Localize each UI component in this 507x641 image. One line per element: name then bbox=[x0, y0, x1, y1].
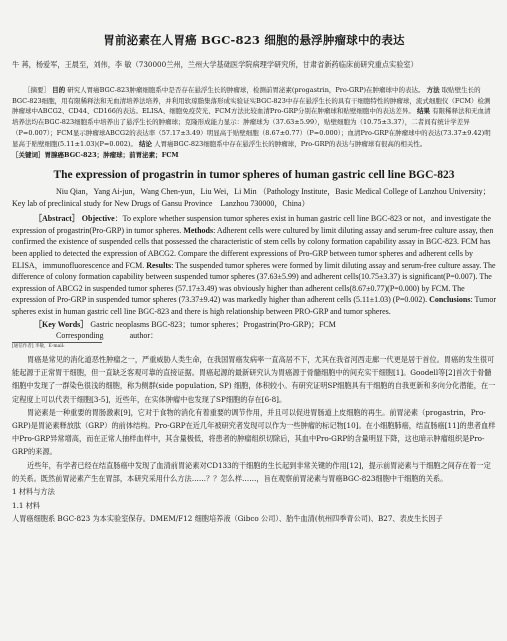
body-paragraph-1: 胃癌是常见的消化道恶性肿瘤之一，严重威胁人类生命，在我国胃癌发病率一直高居不下，尤其在我省河西走廊一代更是居于首位。胃癌的发生很可能起源于正常胃干细胞，但一直缺乏客观可靠的直接证据。胃癌起源的最新研究认为胃癌源于骨髓细胞中的间充实干细胞[1]。Goodell等[2]首次于骨髓细胞中发现了一群染色很浅的细胞，称为侧群(side population, SP) 细胞，体积较小。有研究证明SP细胞具有干细胞的自我更新和多向分化潜能，在一定程度上可以代表干细胞[3-5]，近些年，在实体肿瘤中也发现了SP细胞的存在[6-8]。 bbox=[12, 355, 496, 404]
objective-text: 研究人胃癌BGC-823肿瘤细胞系中是否存在悬浮生长的肿瘤球，检测前胃泌素(progastrin，Pro-GRP)在肿瘤球中的表达。 bbox=[67, 86, 425, 94]
keywords-en-label: ［Key Words］ bbox=[34, 319, 89, 329]
footnote: [通信作者] 李敏，E-mail: bbox=[12, 344, 65, 350]
objective-en-label: Objective bbox=[81, 214, 115, 224]
conclusion-en-text: : Tumor spheres exist in human gastric cell line BGC-823 and there is high relationship between PRO-GRP and tumor spheres. bbox=[12, 295, 497, 316]
abstract-en-label: ［Abstract］ bbox=[34, 214, 80, 224]
body-paragraph-2: 胃泌素是一种重要的胃肠激素[9]，它对于食物的消化有着重要的调节作用，并且可以促进胃肠道上皮细胞的再生。前胃泌素（progastrin，Pro-GRP)是胃泌素释放肽（GRP）的前体结构。Pro-GRP在近几年被研究者发现可以作为一些肿瘤的标记物[10]。在小细胞肺癌，结直肠癌[11]的患者血样中Pro-GRP异常增高，而在正常人抽样血样中，其含量极低，将患者的肿瘤组织切除后，其血中Pro-GRP的含量明显下降，这也暗示肿瘤组织是Pro-GRP的来源。 bbox=[12, 407, 496, 457]
title-chinese: 胃前泌素在人胃癌 BGC-823 细胞的悬浮肿瘤球中的表达 bbox=[103, 33, 405, 47]
conclusion-text: 人胃癌BGC-823细胞系中存在悬浮生长的肿瘤球，Pro-GRP的表达与肿瘤球有很高的相关性。 bbox=[154, 139, 427, 148]
abstract-label: ［摘要］ bbox=[24, 86, 50, 94]
footnote-rule bbox=[12, 342, 102, 343]
objective-en-text: ：To explore whether suspension tumor spheres exist in human gastric cell line BGC-823 or not，and investigate the expression of progastrin(Pro-GRP) in tumor spheres. bbox=[12, 214, 491, 235]
keywords-text: 胃腺癌BGC-823；肿瘤球；前胃泌素；FCM bbox=[44, 151, 179, 160]
results-label: 结果 bbox=[416, 107, 430, 116]
methods-text: 取贴壁生长的BGC-823细胞，用有限稀释法和无血清培养法培养，并利用软琼脂集落形成实验证实BGC-823中存在悬浮生长的具有干细胞特性的肿瘤球，流式细胞仪（FCM）检测肿瘤球中ABCG2、CD44、CD166的表达。ELISA、细胞免疫荧光、FCM方法比较血清Pro-GRP分别在肿瘤球和贴壁细胞中的表达差异。 bbox=[12, 86, 491, 116]
keywords-en-text: Gastric neoplasms BGC-823；tumor spheres；Progastrin(Pro-GRP)；FCM bbox=[88, 319, 336, 329]
objective-label: 目的 bbox=[52, 86, 66, 94]
body-paragraph-materials: 人胃癌细胞系 BGC-823 为本实验室保存。DMEM/F12 细胞培养液（Gibco 公司）、胎牛血清(杭州四季青公司)、B27、表皮生长因子 bbox=[12, 514, 443, 524]
results-text: 有限稀释法和无血清培养法均在BGC-823细胞系中培养出了悬浮生长的肿瘤球；克隆形成能力显示：肿瘤球为（37.63±5.99），贴壁细胞为（10.75±3.37），二者间有统计学差异（P=0.007）；FCM显示肿瘤球ABCG2的表达率（57.17±3.49）明显高于贴壁细胞（8.67±0.77）（P=0.000）；血清Pro-GRP在肿瘤球中的表达(73.37±9.42)明显高于贴壁细胞(5.11±1.03)(P=0.002)。 bbox=[12, 107, 491, 148]
keywords-chinese bbox=[12, 150, 496, 160]
abstract-chinese bbox=[12, 85, 496, 149]
authors-chinese: 牛 苒，杨爱军，王晨至，刘伟，李 敏（730000兰州，兰州大学基础医学院病理学研究所，甘肃省新药临床前研究重点实验室） bbox=[12, 60, 418, 69]
corresponding-suffix: author： bbox=[129, 331, 158, 341]
authors-english: Niu Qian，Yang Ai-jun，Wang Chen-yun，Liu Wei，Li Min （Pathology Institute，Basic Medical College of Lanzhou University；Key lab of preclinical study for New Drugs of Gansu Province Lanzhou 730000，China） bbox=[12, 187, 491, 208]
results-en-label: Results bbox=[146, 260, 172, 270]
corresponding-author bbox=[12, 330, 496, 341]
abstract-english bbox=[12, 213, 496, 317]
conclusion-en-label: Conclusions bbox=[429, 295, 471, 305]
methods-en-label: Methods bbox=[183, 225, 214, 235]
methods-label: 方法 bbox=[426, 86, 440, 94]
section-heading-1-1: 1.1 材料 bbox=[12, 500, 41, 510]
methods-en-text: : Adherent cells were cultured by limit diluting assay and serum-free culture assay, then confirmed the existence of suspended cells that possessed the characteristic of stem cells by colony formation capability assay in BGC-823. FCM has been applied to detected the expression of ABCG2. Compare the different expressions of Pro-GRP between tumor spheres and adherent cells by ELISA，immunofluorescence and FCM. bbox=[12, 225, 494, 270]
corresponding-label: Corresponding bbox=[56, 331, 104, 341]
title-english: The expression of progastrin in tumor spheres of human gastric cell line BGC-823 bbox=[53, 169, 455, 182]
body-paragraph-3: 近些年，有学者已经在结直肠癌中发现了血清前胃泌素对CD133的干细胞的生长起到非常关键的作用[12]，提示前胃泌素与干细胞之间存在着一定的关系。既然前胃泌素产生在胃部，本研究采用什么方法……？？怎么样……，旨在观察前胃泌素与胃癌BGC-823细胞中干细胞的关系。 bbox=[12, 460, 491, 483]
keywords-english bbox=[12, 319, 496, 331]
results-en-text: : The suspended tumor spheres were formed by limit diluting assay and serum-free culture assay. The difference of colony formation capability between suspended tumor spheres (37.63±5.99) and adherent cells(10.75±3.37) is significant(P=0.007). The expression of ABCG2 in suspended tumor spheres (57.17±3.49) was obviously higher than adherent cells(8.67±0.77)(P=0.000) by FCM. The expression of Pro-GRP in suspended tumor spheres (73.37±9.42) was markedly higher than adherent cells (5.11±1.03) (P=0.002). bbox=[12, 260, 496, 305]
section-heading-1: 1 材料与方法 bbox=[12, 487, 55, 497]
conclusion-label: 结论 bbox=[139, 139, 153, 148]
keywords-label: ［关键词］ bbox=[12, 151, 45, 160]
